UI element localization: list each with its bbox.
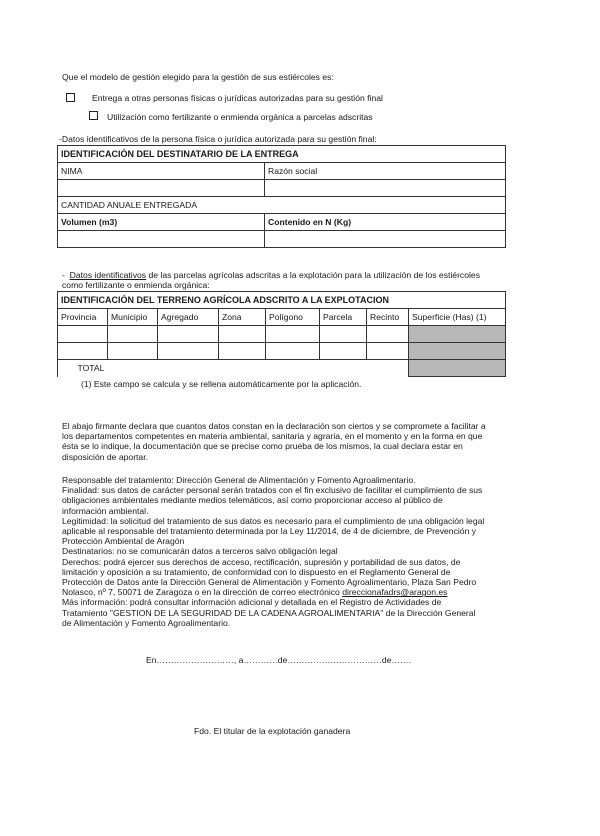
- total-label: TOTAL: [77, 363, 105, 374]
- provincia-field[interactable]: [58, 326, 108, 343]
- terreno-title: IDENTIFICACIÓN DEL TERRENO AGRÍCOLA ADSCRITO A LA EXPLOTACION: [58, 292, 506, 309]
- section2-underlined: Datos identificativos: [69, 270, 147, 280]
- place-date-line[interactable]: En………………………, a…………de……………………………de…….: [146, 655, 412, 665]
- col-zona: Zona: [219, 309, 266, 326]
- col-provincia: Provincia: [58, 309, 108, 326]
- zona-field[interactable]: [219, 343, 266, 360]
- municipio-field[interactable]: [108, 326, 158, 343]
- parcela-field[interactable]: [320, 343, 367, 360]
- recinto-field[interactable]: [367, 343, 409, 360]
- provincia-field[interactable]: [58, 343, 108, 360]
- col-agregado: Agregado: [158, 309, 219, 326]
- nima-field[interactable]: [58, 180, 265, 197]
- superficie-field: [409, 343, 506, 360]
- recinto-field[interactable]: [367, 326, 409, 343]
- poligono-field[interactable]: [266, 343, 320, 360]
- zona-field[interactable]: [219, 326, 266, 343]
- email-link[interactable]: direccionafadrs@aragon.es: [342, 587, 448, 598]
- col-superficie: Superficie (Has) (1): [409, 309, 506, 326]
- col-municipio: Municipio: [108, 309, 158, 326]
- option-entrega-checkbox[interactable]: [66, 93, 75, 102]
- option-fertilizante-checkbox[interactable]: [89, 111, 98, 120]
- agregado-field[interactable]: [158, 326, 219, 343]
- parcela-field[interactable]: [320, 326, 367, 343]
- terreno-table: [57, 291, 506, 377]
- col-recinto: Recinto: [367, 309, 409, 326]
- razon-social-field[interactable]: [265, 180, 506, 197]
- total-superficie-field: [409, 360, 506, 377]
- contenido-label: Contenido en N (Kg): [265, 214, 506, 231]
- destinatario-table: [57, 145, 506, 248]
- table-row: [58, 326, 506, 343]
- section1-label: -Datos identificativos de la persona física o jurídica autorizada para su gestión final:: [59, 134, 377, 144]
- volumen-label: Volumen (m3): [58, 214, 265, 231]
- destinatario-title: IDENTIFICACIÓN DEL DESTINATARIO DE LA ENTREGA: [58, 146, 506, 163]
- section2-line2: como fertilizante o enmienda orgánica:: [62, 280, 210, 290]
- col-poligono: Polígono: [266, 309, 320, 326]
- table-row: [58, 343, 506, 360]
- razon-social-label: Razón social: [265, 163, 506, 180]
- section2-label: - Datos identificativos de las parcelas agrícolas adscritas a la explotación para la utilización de los estiércoles: [62, 270, 480, 280]
- agregado-field[interactable]: [158, 343, 219, 360]
- option-entrega-label: Entrega a otras personas físicas o jurídicas autorizadas para su gestión final: [92, 93, 383, 103]
- signature-label: Fdo. El titular de la explotación ganadera: [194, 726, 351, 736]
- volumen-field[interactable]: [58, 231, 265, 248]
- declaration-text: El abajo firmante declara que cuantos datos constan en la declaración son ciertos y se compromete a facilitar a los departamentos competentes en materia ambiental, sanitaria y agraria, en el momento y en la forma en que ésta se lo indique, la documentación que se precise como prueba de los mismos, la cual declara estar en disposición de aportar.: [62, 421, 486, 462]
- option-fertilizante-label: Utilización como fertilizante o enmienda orgánica a parcelas adscritas: [107, 112, 373, 122]
- intro-text: Que el modelo de gestión elegido para la gestión de sus estiércoles es:: [62, 72, 334, 82]
- poligono-field[interactable]: [266, 326, 320, 343]
- cantidad-label: CANTIDAD ANUALE ENTREGADA: [58, 197, 506, 214]
- superficie-note: (1) Este campo se calcula y se rellena automáticamente por la aplicación.: [81, 379, 362, 389]
- privacy-text: Responsable del tratamiento: Dirección General de Alimentación y Fomento Agroalimentario. Finalidad: sus datos de carácter personal serán tratados con el fin exclusivo de facilitar el cumplimiento de sus obligaciones ambientales mediante medios telemáticos, así como proporcionar acceso al público de información ambiental. Legitimidad: la solicitud del tratamiento de sus datos es necesario para el cumplimiento de una obligación legal aplicable al responsable del tratamiento determinada por la Ley 11/2014, de 4 de diciembre, de Prevención y Protección Ambiental de Aragón Destinatarios: no se comunicarán datos a terceros salvo obligación legal Derechos: podrá ejercer sus derechos de acceso, rectificación, supresión y portabilidad de sus datos, de limitación y oposición a su tratamiento, de conformidad con lo dispuesto en el Reglamento General de Protección de Datos ante la Dirección General de Alimentación y Fomento Agroalimentario, Plaza San Pedro Nolasco, nº 7, 50071 de Zaragoza o en la dirección de correo electrónico direccionafadrs@aragon.es Más información: podrá consultar información adicional y detallada en el Registro de Actividades de Tratamiento "GESTION DE LA SEGURIDAD DE LA CADENA AGROALIMENTARIA" de la Dirección General de Alimentación y Fomento Agroalimentario.: [62, 475, 485, 628]
- contenido-field[interactable]: [265, 231, 506, 248]
- col-parcela: Parcela: [320, 309, 367, 326]
- superficie-field: [409, 326, 506, 343]
- nima-label: NIMA: [58, 163, 265, 180]
- municipio-field[interactable]: [108, 343, 158, 360]
